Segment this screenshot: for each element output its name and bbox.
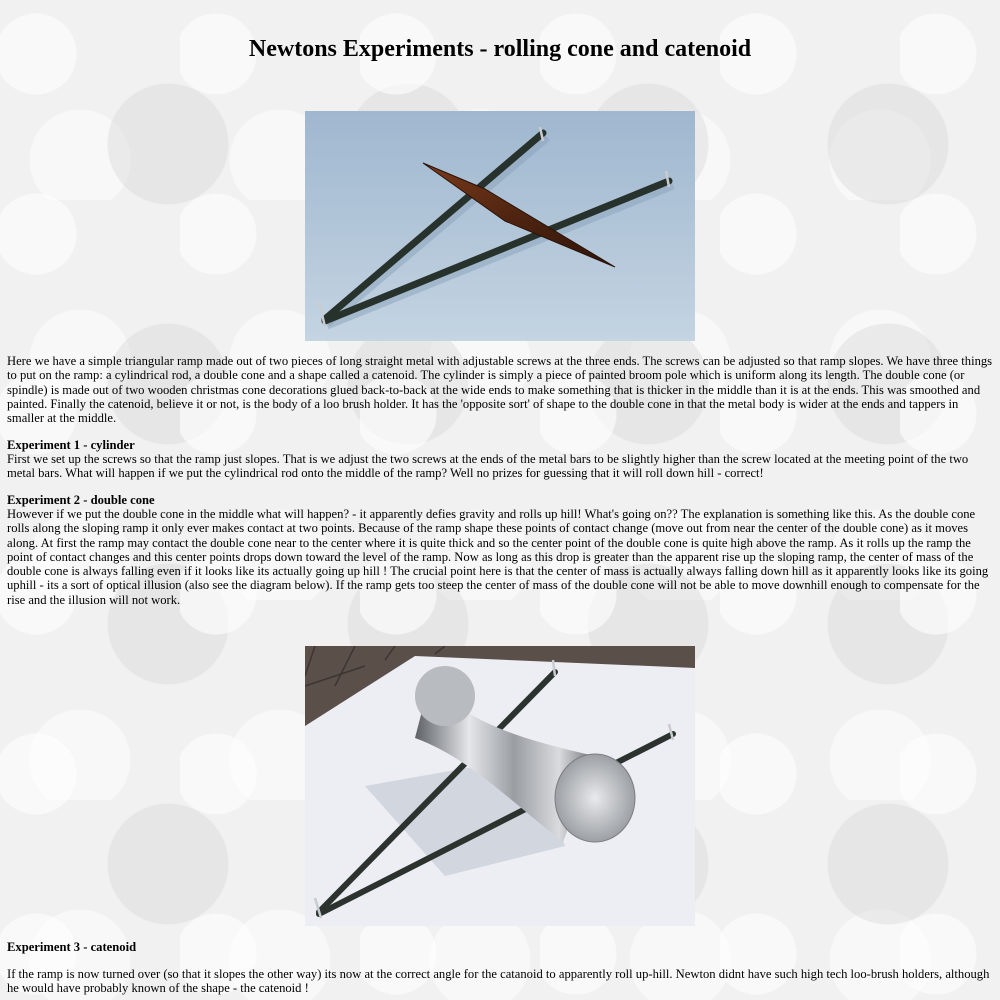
experiment-3-text: If the ramp is now turned over (so that it slopes the other way) its now at the correct angle for the catanoid to apparently roll up-hill. Newton didnt have such high tech loo-brush holders, although he would have probably known of the shape - the catenoid ! bbox=[7, 967, 990, 996]
catenoid-photo bbox=[305, 646, 695, 926]
page-title: Newtons Experiments - rolling cone and catenoid bbox=[248, 36, 752, 62]
experiment-1-heading: Experiment 1 - cylinder bbox=[7, 438, 135, 452]
double-cone-photo bbox=[305, 111, 695, 341]
experiment-2-heading: Experiment 2 - double cone bbox=[7, 493, 155, 507]
double-cone-image bbox=[305, 111, 695, 341]
intro-paragraph: Here we have a simple triangular ramp made out of two pieces of long straight metal with adjustable screws at the three ends. The screws can be adjusted so that ramp slopes. We have three things to put on the ramp: a cylindrical rod, a double cone and a shape called a catenoid. The cylinder is simply a piece of painted broom pole which is uniform along its length. The double cone (or spindle) is made out of two wooden christmas cone decorations glued back-to-back at the wide ends to make something that is thicker in the middle than it is at the ends. This was smoothed and painted. Finally the catenoid, believe it or not, is the body of a loo brush holder. It has the 'opposite sort' of shape to the double cone in that the metal body is wider at the ends and tappers in smaller at the middle. bbox=[7, 354, 993, 426]
experiment-2-text: However if we put the double cone in the middle what will happen? - it apparently defies gravity and rolls up hill! What's going on?? The explanation is something like this. As the double cone rolls along the sloping ramp it only ever makes contact at two points. Because of the ramp shape these points of contact change (move out from near the center of the double cone) as it moves along. At first the ramp may contact the double cone near to the center where it is quite thick and so the center point of the double cone is quite high above the ramp. As it rolls up the ramp the point of contact changes and this center points drops down toward the level of the ramp. Now as long as this drop is greater than the apparent rise up the sloping ramp, the center of mass of the double cone is always falling even if it looks like its actually going up hill ! The crucial point here is that the center of mass is actually always falling down hill as it apparently looks like its going uphill - its a sort of optical illusion (also see the diagram below). If the ramp gets too steep the center of mass of the double cone will not be able to move downhill enough to compensate for the rise and the illusion will not work. bbox=[7, 507, 989, 607]
catenoid-image bbox=[305, 646, 695, 926]
experiment-1-text: First we set up the screws so that the ramp just slopes. That is we adjust the two screws at the ends of the metal bars to be slightly higher than the screw located at the meeting point of the two metal bars. What will happen if we put the cylindrical rod onto the middle of the ramp? Well no prizes for guessing that it will roll down hill - correct! bbox=[7, 452, 969, 481]
experiment-3-heading: Experiment 3 - catenoid bbox=[7, 940, 137, 954]
